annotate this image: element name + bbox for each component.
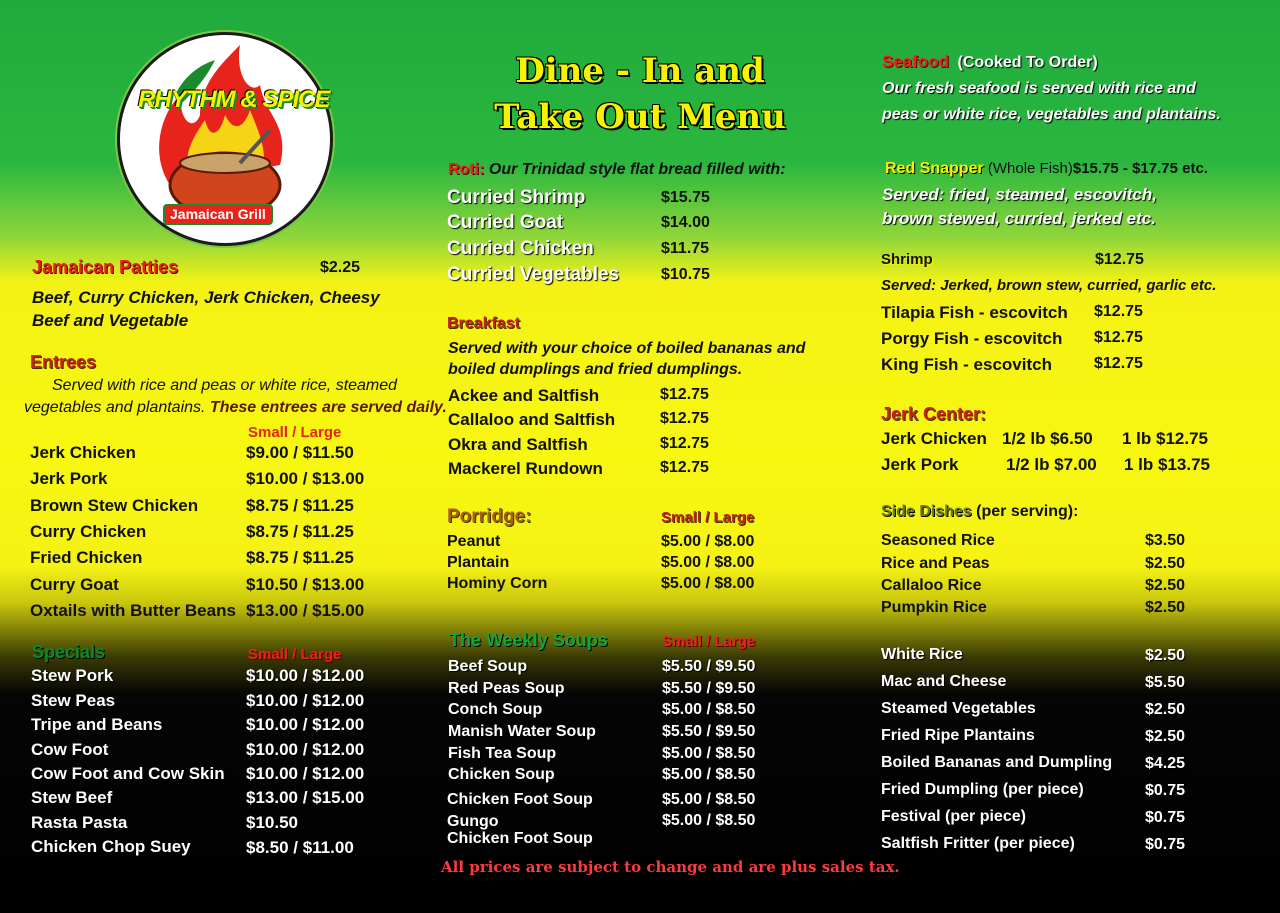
snapper-name: Red Snapper xyxy=(885,160,984,177)
menu-item-name: Manish Water Soup xyxy=(448,723,596,740)
seafood-note: (Cooked To Order) xyxy=(957,54,1098,71)
menu-item-price: $14.00 xyxy=(661,214,710,231)
menu-item-price: $10.00 / $13.00 xyxy=(246,469,365,488)
menu-item-name: Rasta Pasta xyxy=(31,813,128,832)
menu-item-name: Chicken Chop Suey xyxy=(31,837,191,856)
menu-item-price-half: 1/2 lb $6.50 xyxy=(1002,429,1093,448)
menu-item-name: Tilapia Fish - escovitch xyxy=(881,303,1068,322)
menu-item-price: $2.50 xyxy=(1145,647,1186,664)
menu-item-name: Chicken Foot Soup xyxy=(447,791,593,808)
roti-desc: Our Trinidad style flat bread filled with: xyxy=(488,161,786,178)
menu-item-price: $10.50 / $13.00 xyxy=(246,575,365,594)
logo-name: RHYTHM & SPICE xyxy=(138,86,330,113)
menu-item-price: $12.75 xyxy=(660,459,709,476)
entrees-desc-2a: vegetables and plantains. xyxy=(24,399,210,416)
menu-item-name: Oxtails with Butter Beans xyxy=(30,601,236,620)
page-title xyxy=(470,48,810,140)
specials-heading: Specials xyxy=(32,642,106,662)
entrees-heading: Entrees xyxy=(30,352,97,372)
breakfast-desc-1: Served with your choice of boiled bananas and xyxy=(448,340,806,357)
menu-item-price: $10.00 / $12.00 xyxy=(246,740,365,759)
menu-item-name: Pumpkin Rice xyxy=(881,599,987,616)
menu-item-name: Jerk Pork xyxy=(881,455,959,474)
menu-item-price: $5.00 / $8.50 xyxy=(662,701,756,718)
menu-item-price: $12.75 xyxy=(660,410,709,427)
menu-item-price: $5.00 / $8.50 xyxy=(662,766,756,783)
sides-heading: Side Dishes xyxy=(881,503,972,520)
menu-item-name: Curried Goat xyxy=(447,212,564,233)
entrees-desc-2b: These entrees are served daily. xyxy=(209,399,447,416)
sides-note: (per serving): xyxy=(976,503,1079,520)
menu-item-price: $2.50 xyxy=(1145,577,1186,594)
menu-item-name: Jerk Pork xyxy=(30,469,108,488)
menu-item-price: $8.50 / $11.00 xyxy=(246,838,354,857)
menu-item-price: $12.75 xyxy=(1094,303,1143,320)
menu-item-name: White Rice xyxy=(881,646,963,663)
menu-item-name: Curry Chicken xyxy=(30,522,147,541)
menu-item-price: $0.75 xyxy=(1145,809,1186,826)
menu-item-price: $5.00 / $8.00 xyxy=(661,554,755,571)
title-line-2: Take Out Menu xyxy=(494,97,786,137)
menu-item-price: $5.00 / $8.50 xyxy=(662,812,756,829)
shrimp-name: Shrimp xyxy=(881,251,933,268)
menu-item-price: $10.00 / $12.00 xyxy=(246,691,365,710)
menu-item-price: $15.75 xyxy=(661,189,710,206)
soups-heading: The Weekly Soups xyxy=(449,630,608,650)
porridge-heading: Porridge: xyxy=(447,506,532,527)
menu-item-name: Boiled Bananas and Dumpling xyxy=(881,754,1113,771)
menu-item-name: Peanut xyxy=(447,533,501,550)
menu-item-name: Okra and Saltfish xyxy=(448,435,588,454)
menu-item-name: Curried Vegetables xyxy=(447,264,620,285)
sides-line xyxy=(881,503,1078,521)
snapper-desc-1: Served: fried, steamed, escovitch, xyxy=(882,185,1157,204)
roti-line xyxy=(448,161,786,179)
menu-item-price: $13.00 / $15.00 xyxy=(246,601,365,620)
menu-item-price: $2.50 xyxy=(1145,728,1186,745)
seafood-desc-2: peas or white rice, vegetables and plantains. xyxy=(882,106,1221,123)
menu-item-name: Jerk Chicken xyxy=(881,429,987,448)
menu-item-price: $5.50 / $9.50 xyxy=(662,723,756,740)
snapper-note: (Whole Fish) xyxy=(987,160,1073,177)
menu-item-price: $5.00 / $8.00 xyxy=(661,575,755,592)
menu-item-price-half: 1/2 lb $7.00 xyxy=(1006,455,1097,474)
menu-item-price: $10.00 / $12.00 xyxy=(246,764,365,783)
menu-item-name: Plantain xyxy=(447,554,510,571)
menu-item-name: Hominy Corn xyxy=(447,575,548,592)
menu-item-name: Brown Stew Chicken xyxy=(30,496,199,515)
menu-item-name: Conch Soup xyxy=(448,701,543,718)
menu-item-price: $12.75 xyxy=(660,386,709,403)
menu-item-price: $5.00 / $8.50 xyxy=(662,745,756,762)
menu-item-name: Beef Soup xyxy=(448,658,528,675)
menu-item-name: Fried Chicken xyxy=(30,548,143,567)
menu-item-name: Stew Pork xyxy=(31,666,114,685)
menu-item-name: Cow Foot and Cow Skin xyxy=(31,764,225,783)
patties-price: $2.25 xyxy=(320,259,361,276)
menu-item-price: $5.00 / $8.50 xyxy=(662,791,756,808)
menu-item-price: $12.75 xyxy=(1094,355,1143,372)
menu-item-name: Saltfish Fritter (per piece) xyxy=(881,835,1075,852)
menu-item-name: Cow Foot xyxy=(31,740,109,759)
menu-item-price: $10.00 / $12.00 xyxy=(246,715,365,734)
menu-item-name: Callaloo and Saltfish xyxy=(448,410,616,429)
specials-size-label: Small / Large xyxy=(248,646,342,663)
menu-item-price: $2.50 xyxy=(1145,701,1186,718)
menu-item-price: $5.00 / $8.00 xyxy=(661,533,755,550)
menu-item-name: Chicken Foot Soup xyxy=(447,830,593,847)
patties-desc-1: Beef, Curry Chicken, Jerk Chicken, Cheesy xyxy=(32,288,380,307)
seafood-heading: Seafood xyxy=(882,52,950,71)
menu-item-price: $0.75 xyxy=(1145,836,1186,853)
menu-item-name: Fried Dumpling (per piece) xyxy=(881,781,1084,798)
shrimp-desc: Served: Jerked, brown stew, curried, garlic etc. xyxy=(881,277,1217,294)
entrees-size-label: Small / Large xyxy=(248,424,342,441)
menu-item-price: $0.75 xyxy=(1145,782,1186,799)
menu-item-price: $10.75 xyxy=(661,266,710,283)
menu-item-price: $8.75 / $11.25 xyxy=(246,522,354,541)
menu-item-price: $4.25 xyxy=(1145,755,1186,772)
roti-heading: Roti: xyxy=(448,161,485,178)
menu-item-name: Festival (per piece) xyxy=(881,808,1026,825)
menu-item-name: Chicken Soup xyxy=(448,766,555,783)
menu-item-name: Curry Goat xyxy=(30,575,119,594)
logo-tag: Jamaican Grill xyxy=(163,204,273,225)
menu-item-price: $10.00 / $12.00 xyxy=(246,666,365,685)
menu-item-name: Callaloo Rice xyxy=(881,577,982,594)
menu-item-name: Mac and Cheese xyxy=(881,673,1007,690)
menu-item-price: $10.50 xyxy=(246,813,298,832)
menu-item-name: Curried Shrimp xyxy=(447,187,586,208)
menu-item-price: $2.50 xyxy=(1145,555,1186,572)
breakfast-desc-2: boiled dumplings and fried dumplings. xyxy=(448,361,743,378)
soups-size-label: Small / Large xyxy=(662,633,756,650)
entrees-desc-1: Served with rice and peas or white rice, steamed xyxy=(52,377,398,394)
menu-item-price: $12.75 xyxy=(660,435,709,452)
footer-note: All prices are subject to change and are plus sales tax. xyxy=(441,858,900,876)
menu-item-price: $11.75 xyxy=(661,240,710,257)
menu-item-price: $13.00 / $15.00 xyxy=(246,788,365,807)
snapper-line xyxy=(885,160,1208,178)
menu-item-name: Jerk Chicken xyxy=(30,443,136,462)
entrees-desc-2 xyxy=(24,399,447,417)
menu-item-price: $8.75 / $11.25 xyxy=(246,496,354,515)
menu-item-price: $5.50 / $9.50 xyxy=(662,680,756,697)
menu-item-price: $5.50 xyxy=(1145,674,1186,691)
menu-item-price-full: 1 lb $12.75 xyxy=(1122,429,1209,448)
menu-item-name: Fish Tea Soup xyxy=(448,745,557,762)
menu-item-name: Gungo xyxy=(447,813,499,830)
menu-item-name: Ackee and Saltfish xyxy=(448,386,600,405)
seafood-line xyxy=(882,52,1098,72)
menu-item-name: Curried Chicken xyxy=(447,238,594,259)
menu-item-name: Rice and Peas xyxy=(881,555,990,572)
menu-item-name: Tripe and Beans xyxy=(31,715,163,734)
menu-item-name: King Fish - escovitch xyxy=(881,355,1052,374)
menu-item-price-full: 1 lb $13.75 xyxy=(1124,455,1211,474)
seafood-desc-1: Our fresh seafood is served with rice and xyxy=(882,80,1196,97)
menu-item-price: $5.50 / $9.50 xyxy=(662,658,756,675)
breakfast-heading: Breakfast xyxy=(447,315,520,332)
menu-item-price: $9.00 / $11.50 xyxy=(246,443,354,462)
menu-item-price: $8.75 / $11.25 xyxy=(246,548,354,567)
porridge-size-label: Small / Large xyxy=(661,509,755,526)
menu-item-name: Stew Peas xyxy=(31,691,116,710)
menu-item-price: $12.75 xyxy=(1094,329,1143,346)
title-line-1: Dine - In and xyxy=(515,51,765,91)
shrimp-price: $12.75 xyxy=(1095,251,1144,268)
jerk-heading: Jerk Center: xyxy=(881,404,987,424)
menu-item-price: $2.50 xyxy=(1145,599,1186,616)
menu-item-name: Red Peas Soup xyxy=(448,680,565,697)
menu-item-name: Stew Beef xyxy=(31,788,113,807)
patties-heading: Jamaican Patties xyxy=(32,257,179,277)
menu-item-name: Seasoned Rice xyxy=(881,532,995,549)
menu-item-price: $3.50 xyxy=(1145,532,1186,549)
snapper-price: $15.75 - $17.75 etc. xyxy=(1072,160,1208,177)
menu-item-name: Mackerel Rundown xyxy=(448,459,603,478)
menu-item-name: Porgy Fish - escovitch xyxy=(881,329,1063,348)
menu-item-name: Steamed Vegetables xyxy=(881,700,1036,717)
menu-item-name: Fried Ripe Plantains xyxy=(881,727,1035,744)
patties-desc-2: Beef and Vegetable xyxy=(32,311,189,330)
snapper-desc-2: brown stewed, curried, jerked etc. xyxy=(882,209,1156,228)
